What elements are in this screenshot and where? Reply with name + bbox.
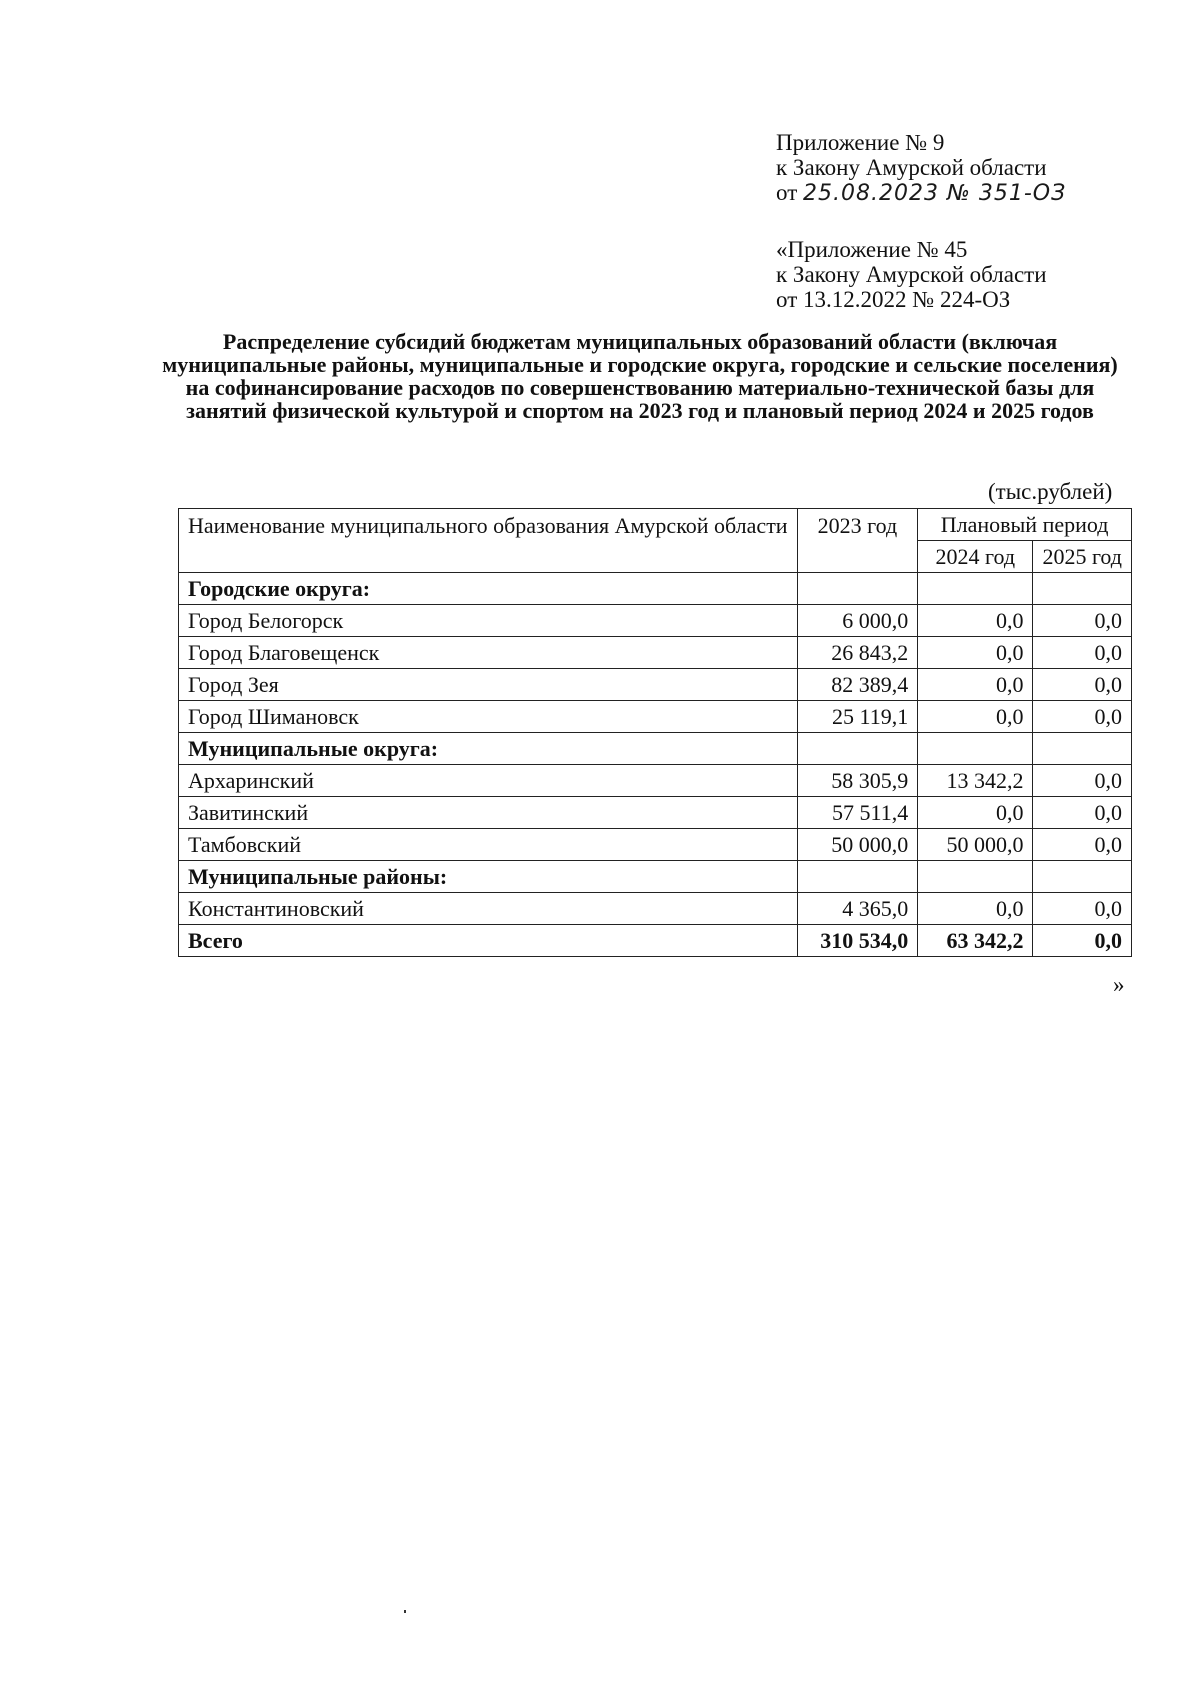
row-name: Город Зея	[179, 669, 798, 701]
row-2023: 57 511,4	[797, 797, 918, 829]
table-row	[179, 701, 1132, 733]
row-name: Город Шимановск	[179, 701, 798, 733]
row-2024: 0,0	[918, 893, 1033, 925]
row-name: Город Белогорск	[179, 605, 798, 637]
row-2025: 0,0	[1033, 765, 1132, 797]
row-2024: 0,0	[918, 669, 1033, 701]
previous-appendix-header	[776, 237, 1047, 312]
row-name: Городские округа:	[179, 573, 798, 605]
row-2025	[1033, 573, 1132, 605]
appendix-date-prefix: от	[776, 180, 798, 205]
table-row-total	[179, 925, 1132, 957]
row-2025: 0,0	[1033, 605, 1132, 637]
table-row	[179, 605, 1132, 637]
header-2025: 2025 год	[1033, 541, 1132, 573]
row-name: Всего	[179, 925, 798, 957]
scan-speck	[404, 1610, 406, 1613]
document-title: Распределение субсидий бюджетам муниципальных образований области (включая муниципальные районы, муниципальные и городские округа, городские и сельские поселения) на софинансирование расходов по совершенствованию материально-технической базы для занятий физической культурой и спортом на 2023 год и плановый период 2024 и 2025 годов	[162, 329, 1118, 423]
row-2025: 0,0	[1033, 829, 1132, 861]
previous-appendix-number: «Приложение № 45	[776, 237, 968, 262]
row-2025	[1033, 861, 1132, 893]
table-row-group	[179, 733, 1132, 765]
row-2023: 25 119,1	[797, 701, 918, 733]
row-2024: 63 342,2	[918, 925, 1033, 957]
row-2023	[797, 573, 918, 605]
table-row	[179, 637, 1132, 669]
row-name: Город Благовещенск	[179, 637, 798, 669]
header-2024: 2024 год	[918, 541, 1033, 573]
row-name: Константиновский	[179, 893, 798, 925]
row-2023: 82 389,4	[797, 669, 918, 701]
previous-appendix-law-ref: к Закону Амурской области	[776, 262, 1047, 287]
row-name: Завитинский	[179, 797, 798, 829]
row-2024	[918, 573, 1033, 605]
previous-appendix-date: от 13.12.2022 № 224-ОЗ	[776, 287, 1011, 312]
table-row	[179, 797, 1132, 829]
row-2025	[1033, 733, 1132, 765]
header-municipality: Наименование муниципального образования Амурской области	[179, 509, 798, 573]
row-2023	[797, 861, 918, 893]
row-2025: 0,0	[1033, 701, 1132, 733]
row-2024	[918, 861, 1033, 893]
row-2025: 0,0	[1033, 669, 1132, 701]
row-2023: 26 843,2	[797, 637, 918, 669]
row-2025: 0,0	[1033, 925, 1132, 957]
header-2023: 2023 год	[797, 509, 918, 573]
row-2025: 0,0	[1033, 797, 1132, 829]
units-label: (тыс.рублей)	[988, 479, 1113, 504]
row-2023: 6 000,0	[797, 605, 918, 637]
handwritten-date-number: 25.08.2023 № 351-ОЗ	[803, 181, 1067, 206]
row-2024: 0,0	[918, 637, 1033, 669]
table-row	[179, 669, 1132, 701]
row-name: Муниципальные районы:	[179, 861, 798, 893]
table-row	[179, 765, 1132, 797]
header-planned-period: Плановый период	[918, 509, 1132, 541]
row-name: Муниципальные округа:	[179, 733, 798, 765]
appendix-header	[776, 130, 1066, 206]
row-2024: 50 000,0	[918, 829, 1033, 861]
row-2024: 0,0	[918, 701, 1033, 733]
row-2025: 0,0	[1033, 637, 1132, 669]
row-2023: 58 305,9	[797, 765, 918, 797]
row-2024: 0,0	[918, 605, 1033, 637]
row-2023: 4 365,0	[797, 893, 918, 925]
row-2024: 0,0	[918, 797, 1033, 829]
table-row	[179, 893, 1132, 925]
row-2023	[797, 733, 918, 765]
appendix-number: Приложение № 9	[776, 130, 945, 155]
row-2024: 13 342,2	[918, 765, 1033, 797]
row-2025: 0,0	[1033, 893, 1132, 925]
appendix-date-line	[776, 180, 1066, 206]
appendix-law-ref: к Закону Амурской области	[776, 155, 1047, 180]
closing-quote: »	[1113, 972, 1125, 997]
row-2023: 50 000,0	[797, 829, 918, 861]
row-2024	[918, 733, 1033, 765]
row-2023: 310 534,0	[797, 925, 918, 957]
subsidy-table	[178, 508, 1132, 957]
table-header-row	[179, 509, 1132, 541]
table-row	[179, 829, 1132, 861]
table-row-group	[179, 861, 1132, 893]
row-name: Тамбовский	[179, 829, 798, 861]
table-row-group	[179, 573, 1132, 605]
row-name: Архаринский	[179, 765, 798, 797]
